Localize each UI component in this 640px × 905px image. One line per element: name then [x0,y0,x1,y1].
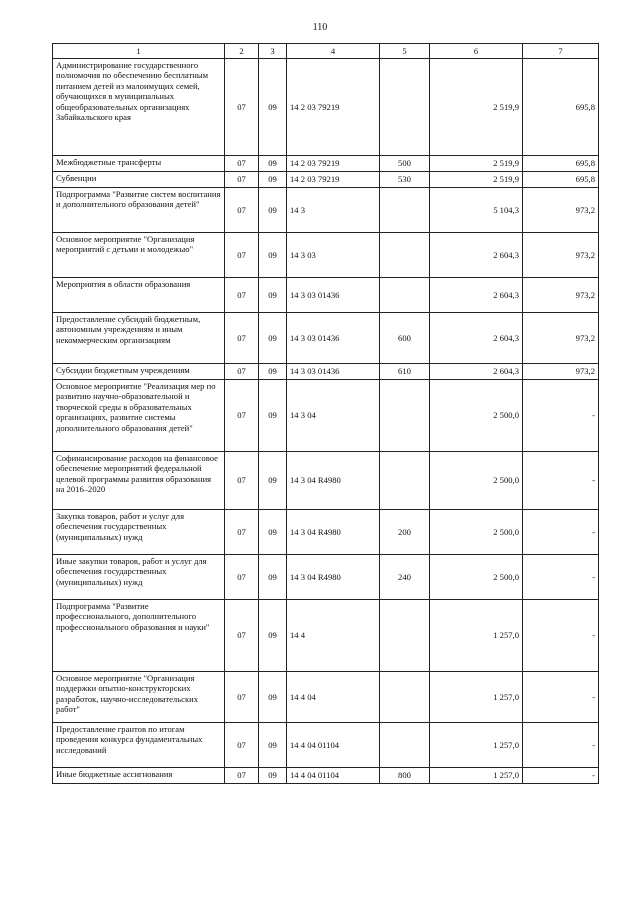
row-name: Основное мероприятие "Организация поддержки опытно-конструкторских разработок, научно-исследовательских работ" [53,672,225,723]
amount-executed: 973,2 [523,188,599,233]
table-row [53,59,599,156]
amount-executed: 973,2 [523,313,599,364]
header-cell: 3 [259,44,287,59]
expense-type-code: 610 [380,364,430,380]
amount-approved: 2 604,3 [430,278,523,313]
amount-executed: - [523,672,599,723]
target-article-code: 14 3 03 01436 [287,364,380,380]
table-row [53,156,599,172]
row-name: Основное мероприятие "Организация мероприятий с детьми и молодежью" [53,233,225,278]
amount-approved: 1 257,0 [430,723,523,768]
target-article-code: 14 3 04 R4980 [287,510,380,555]
row-name: Закупка товаров, работ и услуг для обеспечения государственных (муниципальных) нужд [53,510,225,555]
target-article-code: 14 4 [287,600,380,672]
table-row [53,672,599,723]
expense-type-code: 600 [380,313,430,364]
table-row [53,510,599,555]
table-row [53,364,599,380]
section-code: 07 [225,278,259,313]
row-name: Межбюджетные трансферты [53,156,225,172]
amount-approved: 1 257,0 [430,768,523,784]
expense-type-code [380,723,430,768]
subsection-code: 09 [259,364,287,380]
row-name: Предоставление грантов по итогам проведения конкурса фундаментальных исследований [53,723,225,768]
target-article-code: 14 2 03 79219 [287,156,380,172]
subsection-code: 09 [259,768,287,784]
target-article-code: 14 3 04 [287,380,380,452]
target-article-code: 14 3 04 R4980 [287,452,380,510]
section-code: 07 [225,510,259,555]
header-cell: 5 [380,44,430,59]
subsection-code: 09 [259,59,287,156]
row-name: Мероприятия в области образования [53,278,225,313]
amount-approved: 2 604,3 [430,313,523,364]
section-code: 07 [225,156,259,172]
section-code: 07 [225,233,259,278]
amount-executed: 973,2 [523,364,599,380]
row-name: Софинансирование расходов на финансовое обеспечение мероприятий федеральной целевой программы развития образования на 2016–2020 [53,452,225,510]
amount-approved: 2 500,0 [430,510,523,555]
section-code: 07 [225,313,259,364]
subsection-code: 09 [259,723,287,768]
target-article-code: 14 4 04 01104 [287,723,380,768]
header-cell: 6 [430,44,523,59]
section-code: 07 [225,672,259,723]
table-row [53,188,599,233]
table-row [53,600,599,672]
header-row [53,44,599,59]
amount-approved: 1 257,0 [430,600,523,672]
amount-approved: 2 519,9 [430,59,523,156]
expense-type-code: 800 [380,768,430,784]
amount-approved: 2 604,3 [430,233,523,278]
amount-approved: 2 519,9 [430,156,523,172]
table-row [53,380,599,452]
row-name: Иные бюджетные ассигнования [53,768,225,784]
amount-approved: 2 604,3 [430,364,523,380]
section-code: 07 [225,723,259,768]
subsection-code: 09 [259,233,287,278]
target-article-code: 14 3 03 [287,233,380,278]
amount-executed: - [523,555,599,600]
target-article-code: 14 3 03 01436 [287,313,380,364]
subsection-code: 09 [259,672,287,723]
amount-executed: - [523,380,599,452]
subsection-code: 09 [259,188,287,233]
subsection-code: 09 [259,555,287,600]
amount-executed: 695,8 [523,59,599,156]
table-row [53,555,599,600]
subsection-code: 09 [259,156,287,172]
section-code: 07 [225,364,259,380]
target-article-code: 14 2 03 79219 [287,172,380,188]
expense-type-code [380,278,430,313]
section-code: 07 [225,188,259,233]
expense-type-code [380,380,430,452]
section-code: 07 [225,380,259,452]
header-cell: 7 [523,44,599,59]
subsection-code: 09 [259,510,287,555]
table-row [53,723,599,768]
target-article-code: 14 3 04 R4980 [287,555,380,600]
amount-executed: - [523,452,599,510]
header-cell: 1 [53,44,225,59]
expense-type-code: 500 [380,156,430,172]
subsection-code: 09 [259,278,287,313]
subsection-code: 09 [259,380,287,452]
subsection-code: 09 [259,313,287,364]
table-row [53,233,599,278]
section-code: 07 [225,555,259,600]
table-row [53,172,599,188]
row-name: Основное мероприятие "Реализация мер по развитию научно-образовательной и творческой среды в образовательных организациях, развитие системы дополнительного образования детей" [53,380,225,452]
target-article-code: 14 3 03 01436 [287,278,380,313]
amount-executed: - [523,600,599,672]
expense-type-code [380,188,430,233]
expense-type-code [380,600,430,672]
target-article-code: 14 3 [287,188,380,233]
target-article-code: 14 2 03 79219 [287,59,380,156]
table-row [53,278,599,313]
expense-type-code: 240 [380,555,430,600]
amount-executed: - [523,510,599,555]
amount-approved: 2 519,9 [430,172,523,188]
amount-executed: 695,8 [523,156,599,172]
expense-type-code [380,233,430,278]
row-name: Иные закупки товаров, работ и услуг для обеспечения государственных (муниципальных) нужд [53,555,225,600]
amount-approved: 1 257,0 [430,672,523,723]
header-cell: 2 [225,44,259,59]
expense-type-code: 200 [380,510,430,555]
amount-approved: 5 104,3 [430,188,523,233]
section-code: 07 [225,172,259,188]
section-code: 07 [225,768,259,784]
section-code: 07 [225,600,259,672]
amount-approved: 2 500,0 [430,555,523,600]
table-row [53,313,599,364]
target-article-code: 14 4 04 [287,672,380,723]
expense-type-code [380,59,430,156]
amount-executed: 973,2 [523,278,599,313]
subsection-code: 09 [259,172,287,188]
row-name: Субсидии бюджетным учреждениям [53,364,225,380]
amount-executed: 973,2 [523,233,599,278]
amount-approved: 2 500,0 [430,452,523,510]
table-row [53,768,599,784]
page-number: 110 [312,22,328,33]
row-name: Подпрограмма "Развитие профессионального, дополнительного профессионального образования и науки" [53,600,225,672]
budget-table [52,43,599,784]
subsection-code: 09 [259,600,287,672]
row-name: Предоставление субсидий бюджетным, автономным учреждениям и иным некоммерческим организациям [53,313,225,364]
row-name: Субвенции [53,172,225,188]
row-name: Администрирование государственного полномочия по обеспечению бесплатным питанием детей из малоимущих семей, обучающихся в муниципальных общеобразовательных организациях Забайкальского края [53,59,225,156]
table-row [53,452,599,510]
target-article-code: 14 4 04 01104 [287,768,380,784]
section-code: 07 [225,452,259,510]
expense-type-code [380,672,430,723]
amount-executed: 695,8 [523,172,599,188]
amount-executed: - [523,768,599,784]
expense-type-code: 530 [380,172,430,188]
amount-approved: 2 500,0 [430,380,523,452]
expense-type-code [380,452,430,510]
section-code: 07 [225,59,259,156]
row-name: Подпрограмма "Развитие систем воспитания и дополнительного образования детей" [53,188,225,233]
header-cell: 4 [287,44,380,59]
subsection-code: 09 [259,452,287,510]
amount-executed: - [523,723,599,768]
